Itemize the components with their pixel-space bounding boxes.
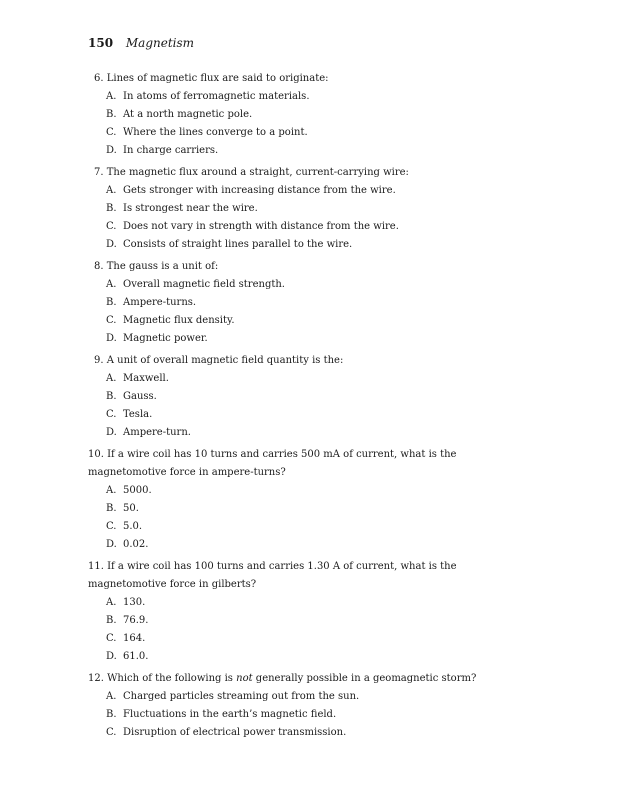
option-text: Ampere-turn.: [123, 427, 191, 438]
question-text: If a wire coil has 100 turns and carries 1.30 A of current, what is the: [107, 561, 457, 572]
answer-option: [88, 406, 488, 424]
option-text: Fluctuations in the earth’s magnetic field.: [123, 709, 337, 720]
answer-option: [88, 724, 488, 742]
answer-option: [88, 706, 488, 724]
option-letter: B.: [106, 709, 117, 720]
option-text: 61.0.: [123, 651, 149, 662]
option-text: Magnetic power.: [123, 333, 208, 344]
question-number: 12.: [88, 673, 104, 684]
answer-option: [88, 312, 488, 330]
question-text: Which of the following is: [107, 673, 233, 684]
answer-option: [88, 594, 488, 612]
option-letter: C.: [106, 221, 117, 232]
option-letter: C.: [106, 315, 117, 326]
answer-option: [88, 648, 488, 666]
question-text-continued: magnetomotive force in ampere-turns?: [88, 467, 286, 478]
answer-option: [88, 88, 488, 106]
question-text-continued: magnetomotive force in gilberts?: [88, 579, 257, 590]
answer-option: [88, 630, 488, 648]
option-letter: B.: [106, 615, 117, 626]
option-text: Overall magnetic field strength.: [123, 279, 285, 290]
question-6: [88, 70, 488, 160]
question-text-end: generally possible in a geomagnetic storm?: [255, 673, 477, 684]
answer-option: [88, 182, 488, 200]
question-11: [88, 558, 488, 666]
answer-option: [88, 612, 488, 630]
option-letter: B.: [106, 503, 117, 514]
option-letter: D.: [106, 239, 117, 250]
answer-option: [88, 370, 488, 388]
option-text: Is strongest near the wire.: [123, 203, 258, 214]
answer-option: [88, 142, 488, 160]
option-text: Gauss.: [123, 391, 157, 402]
option-letter: A.: [106, 485, 117, 496]
question-10: [88, 446, 488, 554]
answer-option: [88, 424, 488, 442]
option-text: Where the lines converge to a point.: [123, 127, 308, 138]
option-letter: A.: [106, 597, 117, 608]
option-letter: D.: [106, 651, 117, 662]
question-stem: [88, 670, 488, 688]
option-letter: B.: [106, 203, 117, 214]
answer-option: [88, 124, 488, 142]
option-text: 130.: [123, 597, 146, 608]
answer-option: [88, 482, 488, 500]
answer-option: [88, 688, 488, 706]
question-7: [88, 164, 488, 254]
option-letter: C.: [106, 727, 117, 738]
question-text: Lines of magnetic flux are said to originate:: [106, 73, 329, 84]
option-text: Maxwell.: [123, 373, 169, 384]
option-text: At a north magnetic pole.: [123, 109, 253, 120]
answer-option: [88, 388, 488, 406]
option-text: In charge carriers.: [123, 145, 219, 156]
question-8: [88, 258, 488, 348]
option-text: Ampere-turns.: [123, 297, 197, 308]
question-number: 11.: [88, 561, 104, 572]
option-text: Disruption of electrical power transmission.: [123, 727, 347, 738]
answer-option: [88, 536, 488, 554]
option-letter: C.: [106, 409, 117, 420]
option-text: Gets stronger with increasing distance from the wire.: [123, 185, 396, 196]
question-text: The magnetic flux around a straight, current-carrying wire:: [106, 167, 409, 178]
question-emphasis: not: [236, 673, 253, 684]
option-letter: A.: [106, 373, 117, 384]
option-letter: D.: [106, 539, 117, 550]
option-text: 50.: [123, 503, 139, 514]
option-text: 5.0.: [123, 521, 143, 532]
answer-options: [88, 370, 488, 442]
option-text: Tesla.: [123, 409, 153, 420]
running-head: [88, 35, 194, 51]
answer-option: [88, 106, 488, 124]
option-letter: A.: [106, 185, 117, 196]
question-list: [88, 70, 488, 746]
answer-options: [88, 88, 488, 160]
question-text: The gauss is a unit of:: [106, 261, 219, 272]
question-12: [88, 670, 488, 742]
question-stem: [88, 258, 488, 276]
question-stem: [88, 164, 488, 182]
answer-option: [88, 294, 488, 312]
question-stem: [88, 446, 488, 482]
question-9: [88, 352, 488, 442]
question-number: 9.: [94, 355, 104, 366]
option-text: Consists of straight lines parallel to the wire.: [123, 239, 353, 250]
option-text: Magnetic flux density.: [123, 315, 235, 326]
option-text: 5000.: [123, 485, 152, 496]
answer-options: [88, 482, 488, 554]
answer-options: [88, 182, 488, 254]
option-text: In atoms of ferromagnetic materials.: [123, 91, 310, 102]
question-number: 6.: [94, 73, 104, 84]
answer-options: [88, 594, 488, 666]
answer-option: [88, 218, 488, 236]
question-stem: [88, 70, 488, 88]
answer-options: [88, 688, 488, 742]
option-letter: B.: [106, 297, 117, 308]
answer-option: [88, 200, 488, 218]
option-letter: A.: [106, 691, 117, 702]
option-letter: A.: [106, 279, 117, 290]
option-letter: D.: [106, 145, 117, 156]
answer-option: [88, 236, 488, 254]
option-text: Charged particles streaming out from the sun.: [123, 691, 360, 702]
option-letter: A.: [106, 91, 117, 102]
question-number: 7.: [94, 167, 104, 178]
answer-options: [88, 276, 488, 348]
option-letter: D.: [106, 427, 117, 438]
question-number: 10.: [88, 449, 104, 460]
option-text: Does not vary in strength with distance from the wire.: [123, 221, 399, 232]
question-stem: [88, 352, 488, 370]
option-text: 76.9.: [123, 615, 149, 626]
option-letter: B.: [106, 391, 117, 402]
answer-option: [88, 330, 488, 348]
question-text: If a wire coil has 10 turns and carries 500 mA of current, what is the: [107, 449, 457, 460]
option-letter: B.: [106, 109, 117, 120]
option-letter: C.: [106, 633, 117, 644]
chapter-title: Magnetism: [125, 36, 195, 50]
page-number: 150: [88, 36, 114, 50]
question-number: 8.: [94, 261, 104, 272]
question-text: A unit of overall magnetic field quantity is the:: [106, 355, 344, 366]
option-letter: C.: [106, 521, 117, 532]
option-letter: C.: [106, 127, 117, 138]
option-letter: D.: [106, 333, 117, 344]
answer-option: [88, 276, 488, 294]
option-text: 164.: [123, 633, 146, 644]
answer-option: [88, 500, 488, 518]
question-stem: [88, 558, 488, 594]
option-text: 0.02.: [123, 539, 149, 550]
answer-option: [88, 518, 488, 536]
